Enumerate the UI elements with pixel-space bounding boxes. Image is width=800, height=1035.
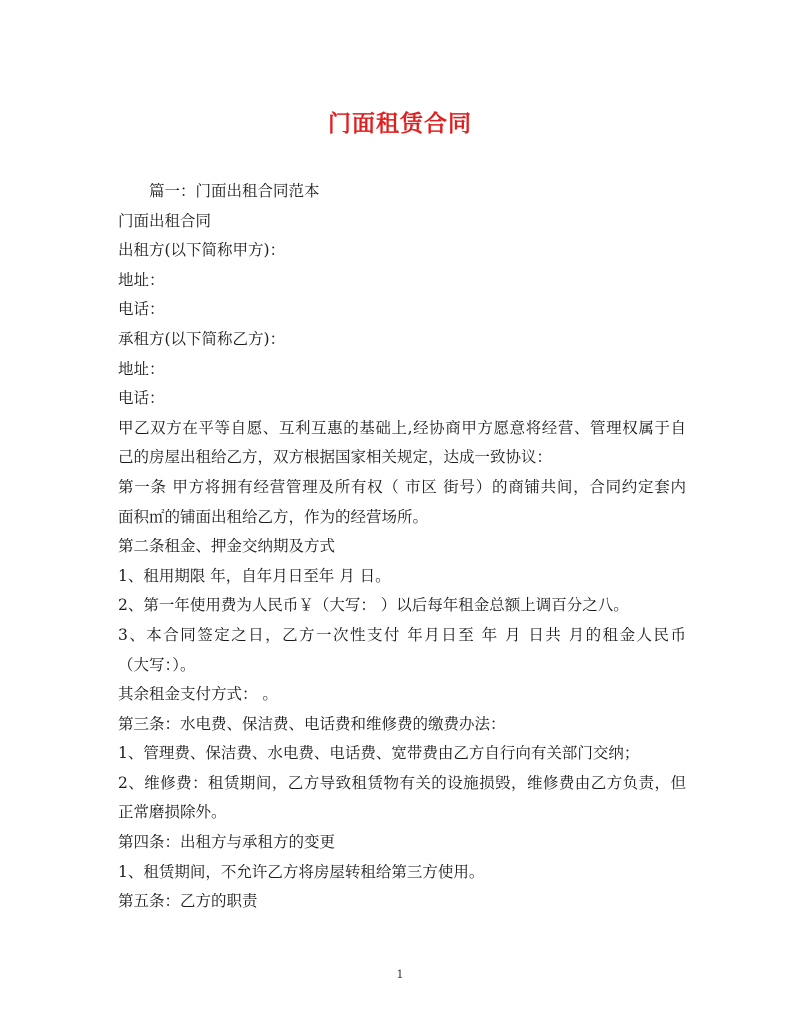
lessor-address-label: 地址： — [118, 270, 165, 289]
document-body — [118, 177, 686, 917]
article-5-heading: 第五条：乙方的职责 — [118, 892, 258, 911]
article-4-heading: 第四条：出租方与承租方的变更 — [118, 833, 336, 852]
contract-name: 门面出租合同 — [118, 211, 212, 230]
lessee-label: 承租方(以下简称乙方)： — [118, 329, 286, 348]
article-3-item: 1、管理费、保洁费、水电费、电话费、宽带费由乙方自行向有关部门交纳； — [118, 744, 640, 763]
lessee-address-label: 地址： — [118, 359, 165, 378]
article-3-item: 2、维修费：租赁期间，乙方导致租赁物有关的设施损毁，维修费由乙方负责，但 — [118, 773, 686, 792]
article-2-item: 3、本合同签定之日，乙方一次性支付 年月日至 年 月 日共 月的租金人民币 — [118, 625, 686, 644]
lessor-label: 出租方(以下简称甲方)： — [118, 241, 286, 260]
section-heading: 篇一：门面出租合同范本 — [149, 182, 320, 200]
article-2-item: （大写：）。 — [118, 655, 196, 674]
article-2-item: 2、第一年使用费为人民币￥（大写： ）以后每年租金总额上调百分之八。 — [118, 596, 629, 615]
document-title: 门面租赁合同 — [328, 110, 472, 137]
article-3-item: 正常磨损除外。 — [118, 803, 227, 822]
preamble-line: 甲乙双方在平等自愿、互利互惠的基础上,经协商甲方愿意将经营、管理权属于自 — [118, 418, 686, 437]
preamble-line: 己的房屋出租给乙方，双方根据国家相关规定，达成一致协议： — [118, 448, 553, 467]
page-number: 1 — [396, 968, 404, 981]
article-4-item: 1、租赁期间，不允许乙方将房屋转租给第三方使用。 — [118, 862, 485, 881]
article-2-item: 1、租用期限 年，自年月日至年 月 日。 — [118, 566, 391, 585]
lessor-phone-label: 电话： — [118, 300, 165, 319]
lessee-phone-label: 电话： — [118, 389, 165, 408]
article-2-heading: 第二条租金、押金交纳期及方式 — [118, 537, 336, 556]
article-3-heading: 第三条：水电费、保洁费、电话费和维修费的缴费办法： — [118, 714, 506, 733]
article-1-line: 面积㎡的铺面出租给乙方，作为的经营场所。 — [118, 507, 429, 526]
article-1-line: 第一条 甲方将拥有经营管理及所有权（ 市区 街号）的商铺共间，合同约定套内 — [118, 477, 686, 496]
other-payment-line: 其余租金支付方式： 。 — [118, 685, 278, 704]
